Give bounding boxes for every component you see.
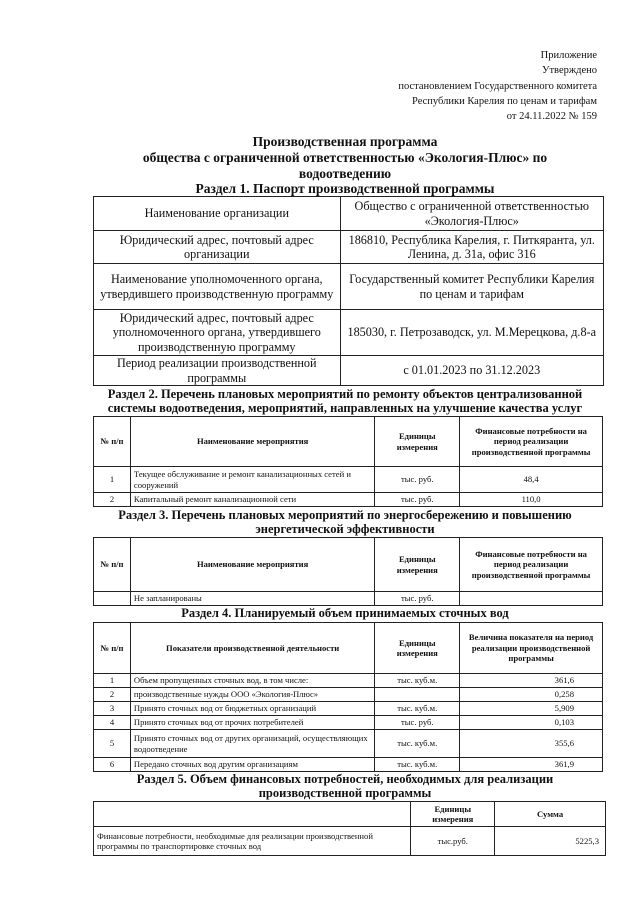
table-header-row bbox=[94, 623, 603, 674]
table-row bbox=[94, 674, 603, 688]
row-unit: тыс.руб. bbox=[411, 827, 495, 856]
appendix-label: Приложение bbox=[540, 50, 597, 61]
row-value: 0,258 bbox=[460, 688, 603, 702]
resolution-line: постановлением Государственного комитета bbox=[398, 80, 597, 92]
table-row bbox=[94, 730, 603, 758]
passport-value: 185030, г. Петрозаводск, ул. М.Мерецкова, д.8-а bbox=[340, 310, 603, 356]
row-unit: тыс. куб.м. bbox=[375, 674, 460, 688]
section3-heading-line1: Раздел 3. Перечень плановых мероприятий по энергосбережению и повышению bbox=[118, 508, 572, 522]
table-row bbox=[94, 356, 604, 386]
row-unit bbox=[375, 688, 460, 702]
row-unit: тыс. куб.м. bbox=[375, 758, 460, 772]
row-num: 1 bbox=[94, 467, 131, 493]
table-row bbox=[94, 688, 603, 702]
row-unit: тыс. руб. bbox=[375, 493, 460, 507]
section3-heading-line2: энергетической эффективности bbox=[255, 522, 435, 536]
passport-table bbox=[93, 196, 604, 386]
row-value: 361,6 bbox=[460, 674, 603, 688]
row-name: Передано сточных вод другим организациям bbox=[130, 758, 374, 772]
wastewater-volume-table bbox=[93, 622, 603, 772]
section5-heading-line1: Раздел 5. Объем финансовых потребностей, необходимых для реализации bbox=[136, 772, 554, 786]
row-num: 1 bbox=[94, 674, 131, 688]
row-unit: тыс. руб. bbox=[375, 592, 460, 606]
table-row bbox=[94, 231, 604, 264]
committee-line: Республики Карелия по ценам и тарифам bbox=[412, 95, 597, 107]
table-header-row bbox=[94, 417, 603, 467]
row-name: Принято сточных вод от бюджетных организаций bbox=[130, 702, 374, 716]
row-value bbox=[460, 592, 603, 606]
col-unit-header: Единицы измерения bbox=[375, 623, 460, 674]
col-name-header: Наименование мероприятия bbox=[130, 417, 374, 467]
row-num bbox=[94, 592, 131, 606]
doc-title-line2: общества с ограниченной ответственностью «Экология-Плюс» по bbox=[142, 150, 548, 165]
section4-heading: Раздел 4. Планируемый объем принимаемых сточных вод bbox=[181, 606, 509, 620]
passport-label: Период реализации производственной программы bbox=[94, 356, 341, 386]
passport-label: Юридический адрес, почтовый адрес уполномоченного органа, утвердившего производственную программу bbox=[94, 310, 341, 356]
passport-label: Юридический адрес, почтовый адрес организации bbox=[94, 231, 341, 264]
passport-label: Наименование организации bbox=[94, 197, 341, 231]
row-name: производственные нужды ООО «Экология-Плюс» bbox=[130, 688, 374, 702]
col-value-header: Финансовые потребности на период реализации производственной программы bbox=[460, 417, 603, 467]
table-row bbox=[94, 493, 603, 507]
passport-value: 186810, Республика Карелия, г. Питкяранта, ул. Ленина, д. 31а, офис 316 bbox=[340, 231, 603, 264]
row-name: Объем пропущенных сточных вод, в том числе: bbox=[130, 674, 374, 688]
table-row bbox=[94, 264, 604, 310]
col-value-header: Финансовые потребности на период реализации производственной программы bbox=[460, 538, 603, 592]
row-name: Принято сточных вод от прочих потребителей bbox=[130, 716, 374, 730]
passport-value: Государственный комитет Республики Карелия по ценам и тарифам bbox=[340, 264, 603, 310]
col-unit-header: Единицы измерения bbox=[375, 538, 460, 592]
row-num: 6 bbox=[94, 758, 131, 772]
table-row bbox=[94, 716, 603, 730]
row-num: 3 bbox=[94, 702, 131, 716]
doc-title-line1: Производственная программа bbox=[252, 134, 438, 149]
table-row bbox=[94, 592, 603, 606]
approved-label: Утверждено bbox=[542, 65, 597, 77]
section2-heading-line2: системы водоотведения, мероприятий, направленных на улучшение качества услуг bbox=[107, 401, 583, 415]
col-value-header: Сумма bbox=[495, 802, 606, 827]
row-unit: тыс. руб. bbox=[375, 467, 460, 493]
section2-heading-line1: Раздел 2. Перечень плановых мероприятий по ремонту объектов централизованной bbox=[107, 387, 583, 401]
row-name: Не запланированы bbox=[130, 592, 374, 606]
row-name: Финансовые потребности, необходимые для реализации производственной программы по транспортировке сточных вод bbox=[94, 827, 411, 856]
row-value: 48,4 bbox=[460, 467, 603, 493]
row-value: 361,9 bbox=[460, 758, 603, 772]
col-num-header: № п/п bbox=[94, 623, 131, 674]
table-row bbox=[94, 758, 603, 772]
financial-needs-table bbox=[93, 801, 606, 856]
doc-title-line3: водоотведению bbox=[298, 166, 392, 181]
energy-measures-table bbox=[93, 537, 603, 606]
section1-heading: Раздел 1. Паспорт производственной программы bbox=[195, 181, 495, 196]
table-row bbox=[94, 197, 604, 231]
col-name-header bbox=[94, 802, 411, 827]
row-num: 2 bbox=[94, 493, 131, 507]
row-unit: тыс. куб.м. bbox=[375, 730, 460, 758]
row-num: 4 bbox=[94, 716, 131, 730]
col-name-header: Показатели производственной деятельности bbox=[130, 623, 374, 674]
row-num: 5 bbox=[94, 730, 131, 758]
row-unit: тыс. руб. bbox=[375, 716, 460, 730]
passport-label: Наименование уполномоченного органа, утвердившего производственную программу bbox=[94, 264, 341, 310]
table-row bbox=[94, 702, 603, 716]
row-value: 355,6 bbox=[460, 730, 603, 758]
row-name: Принято сточных вод от других организаций, осуществляющих водоотведение bbox=[130, 730, 374, 758]
col-value-header: Величина показателя на период реализации производственной программы bbox=[460, 623, 603, 674]
table-row bbox=[94, 310, 604, 356]
table-row bbox=[94, 467, 603, 493]
row-num: 2 bbox=[94, 688, 131, 702]
row-value: 0,103 bbox=[460, 716, 603, 730]
row-name: Капитальный ремонт канализационной сети bbox=[130, 493, 374, 507]
approval-header bbox=[398, 48, 597, 124]
repair-measures-table bbox=[93, 416, 603, 507]
col-unit-header: Единицы измерения bbox=[411, 802, 495, 827]
col-name-header: Наименование мероприятия bbox=[130, 538, 374, 592]
row-value: 5225,3 bbox=[495, 827, 606, 856]
resolution-date: от 24.11.2022 № 159 bbox=[506, 111, 597, 123]
row-value: 5,909 bbox=[460, 702, 603, 716]
row-value: 110,0 bbox=[460, 493, 603, 507]
row-name: Текущее обслуживание и ремонт канализационных сетей и сооружений bbox=[130, 467, 374, 493]
col-num-header: № п/п bbox=[94, 417, 131, 467]
col-unit-header: Единицы измерения bbox=[375, 417, 460, 467]
col-num-header: № п/п bbox=[94, 538, 131, 592]
row-unit: тыс. куб.м. bbox=[375, 702, 460, 716]
section5-heading-line2: производственной программы bbox=[258, 786, 432, 800]
table-header-row bbox=[94, 802, 606, 827]
passport-value: Общество с ограниченной ответственностью «Экология-Плюс» bbox=[340, 197, 603, 231]
passport-value: с 01.01.2023 по 31.12.2023 bbox=[340, 356, 603, 386]
table-row bbox=[94, 827, 606, 856]
table-header-row bbox=[94, 538, 603, 592]
